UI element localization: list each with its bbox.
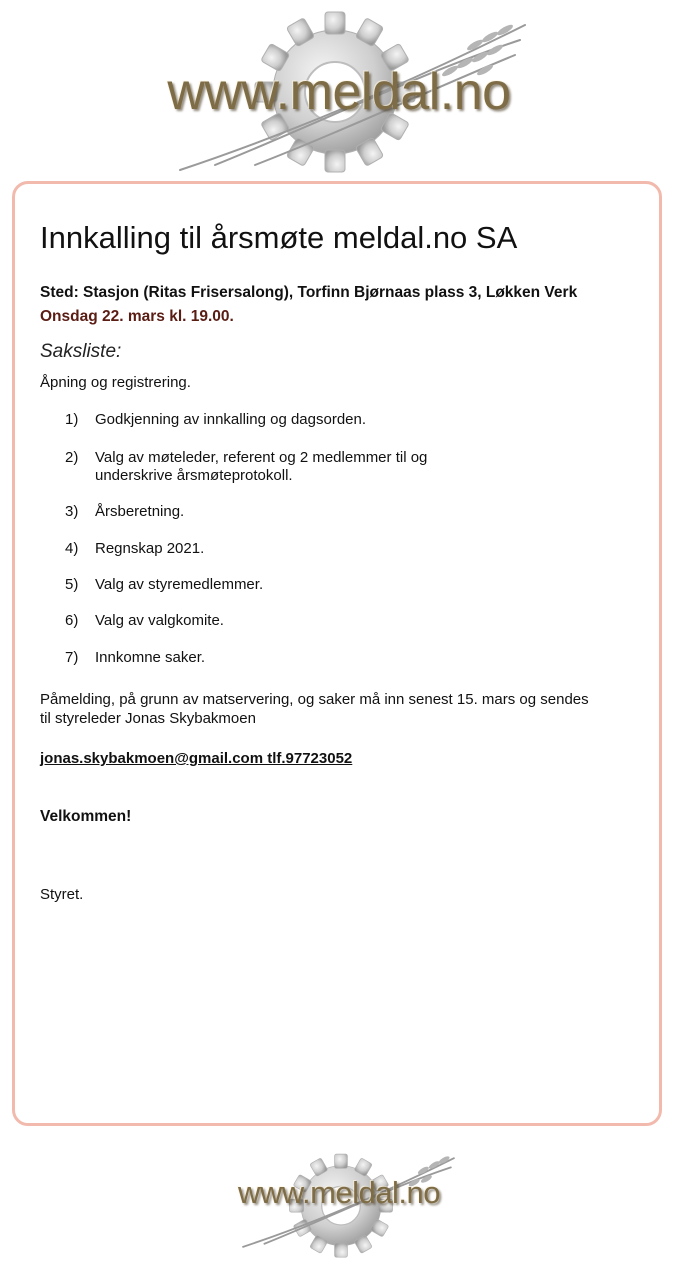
item-text: Valg av styremedlemmer.	[95, 576, 264, 593]
item-text: Innkomne saker.	[95, 649, 206, 666]
item-number: 2)	[65, 449, 79, 466]
item-text: Regnskap 2021.	[95, 540, 205, 557]
page-title: Innkalling til årsmøte meldal.no SA	[40, 220, 518, 255]
opening-text: Åpning og registrering.	[40, 374, 191, 391]
signature: Styret.	[40, 886, 84, 903]
invitation-card	[12, 181, 662, 1126]
meeting-date: Onsdag 22. mars kl. 19.00.	[40, 308, 234, 325]
welcome-text: Velkommen!	[40, 808, 132, 825]
item-number: 1)	[65, 411, 79, 428]
registration-notice: Påmelding, på grunn av matservering, og saker må inn senest 15. mars og sendes til styreleder Jonas Skybakmoen	[40, 691, 589, 727]
item-number: 3)	[65, 503, 79, 520]
item-number: 6)	[65, 612, 79, 629]
logo-text: www.meldal.no	[167, 63, 511, 121]
item-text: Valg av møteleder, referent og 2 medlemmer til og underskrive årsmøteprotokoll.	[95, 449, 428, 484]
footer-logo	[0, 1143, 678, 1273]
item-text: Årsberetning.	[95, 503, 185, 520]
agenda-heading: Saksliste:	[40, 341, 122, 362]
contact-link[interactable]: jonas.skybakmoen@gmail.com tlf.97723052	[40, 750, 353, 767]
item-number: 4)	[65, 540, 79, 557]
item-number: 7)	[65, 649, 79, 666]
meeting-place: Sted: Stasjon (Ritas Frisersalong), Torfinn Bjørnaas plass 3, Løkken Verk	[40, 284, 578, 301]
item-text: Valg av valgkomite.	[95, 612, 224, 629]
item-text: Godkjenning av innkalling og dagsorden.	[95, 411, 367, 428]
header-logo	[0, 10, 678, 175]
logo-text: www.meldal.no	[238, 1175, 440, 1210]
item-number: 5)	[65, 576, 79, 593]
